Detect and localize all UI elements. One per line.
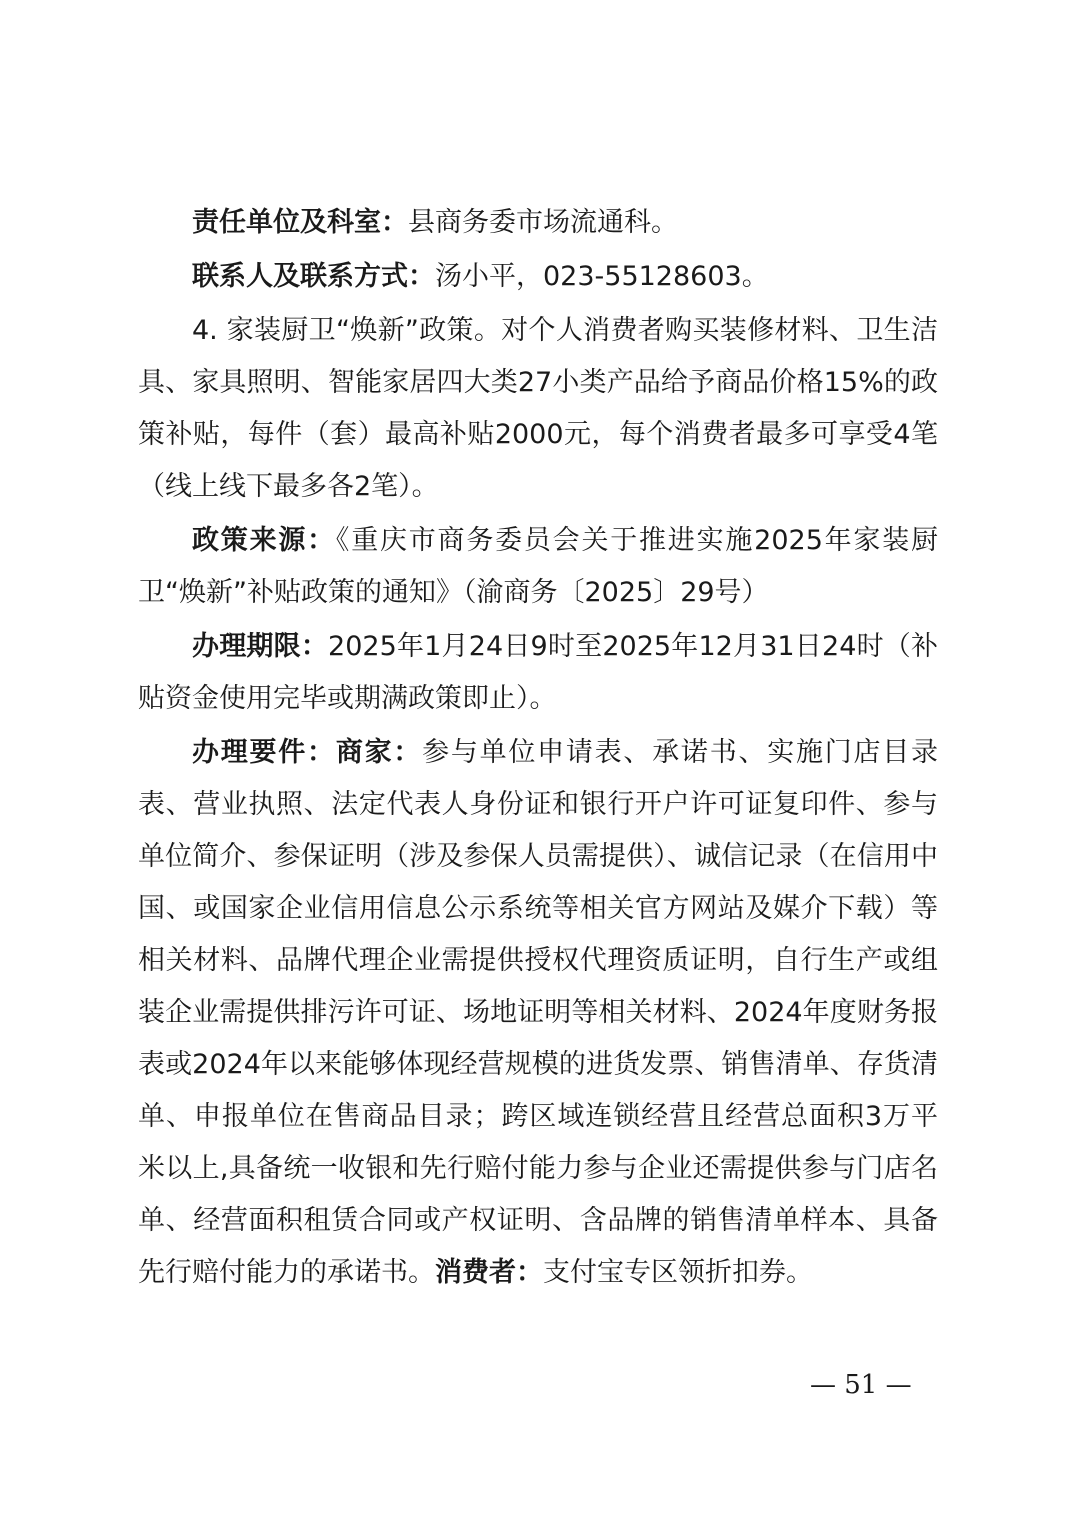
- requirements-label: 办理要件：: [192, 737, 336, 768]
- contact-paragraph: [138, 251, 938, 303]
- policy-source-text: 《重庆市商务委员会关于推进实施2025年家装厨卫“焕新”补贴政策的通知》（渝商务〔2025〕29号）: [138, 525, 939, 608]
- processing-period-text: 2025年1月24日9时至2025年12月31日24时（补贴资金使用完毕或期满政策即止）。: [138, 631, 938, 714]
- responsible-unit-label: 责任单位及科室：: [192, 207, 408, 238]
- processing-period-label: 办理期限：: [192, 631, 329, 662]
- page-number: — 51 —: [810, 1370, 912, 1400]
- policy-item-text: 4. 家装厨卫“焕新”政策。对个人消费者购买装修材料、卫生洁具、家具照明、智能家居四大类27小类产品给予商品价格15%的政策补贴，每件（套）最高补贴2000元，每个消费者最多可享受4笔（线上线下最多各2笔）。: [138, 315, 938, 502]
- processing-period-paragraph: [138, 621, 938, 725]
- requirements-paragraph: [138, 727, 938, 1299]
- policy-source-label: 政策来源：: [192, 525, 336, 556]
- consumer-label: 消费者：: [435, 1257, 543, 1288]
- consumer-requirements-text: 支付宝专区领折扣券。: [543, 1257, 813, 1288]
- document-body: [138, 197, 938, 1299]
- responsible-unit-paragraph: [138, 197, 938, 249]
- policy-item-paragraph: [138, 305, 938, 513]
- merchant-label: 商家：: [335, 737, 423, 768]
- contact-label: 联系人及联系方式：: [192, 261, 435, 292]
- responsible-unit-text: 县商务委市场流通科。: [408, 207, 678, 238]
- policy-source-paragraph: [138, 515, 938, 619]
- contact-text: 汤小平，023-55128603。: [435, 261, 769, 292]
- merchant-requirements-text: 参与单位申请表、承诺书、实施门店目录表、营业执照、法定代表人身份证和银行开户许可证复印件、参与单位简介、参保证明（涉及参保人员需提供）、诚信记录（在信用中国、或国家企业信用信息公示系统等相关官方网站及媒介下载）等相关材料、品牌代理企业需提供授权代理资质证明，自行生产或组装企业需提供排污许可证、场地证明等相关材料、2024年度财务报表或2024年以来能够体现经营规模的进货发票、销售清单、存货清单、申报单位在售商品目录；跨区域连锁经营且经营总面积3万平米以上,具备统一收银和先行赔付能力参与企业还需提供参与门店名单、经营面积租赁合同或产权证明、含品牌的销售清单样本、具备先行赔付能力的承诺书。: [138, 737, 939, 1288]
